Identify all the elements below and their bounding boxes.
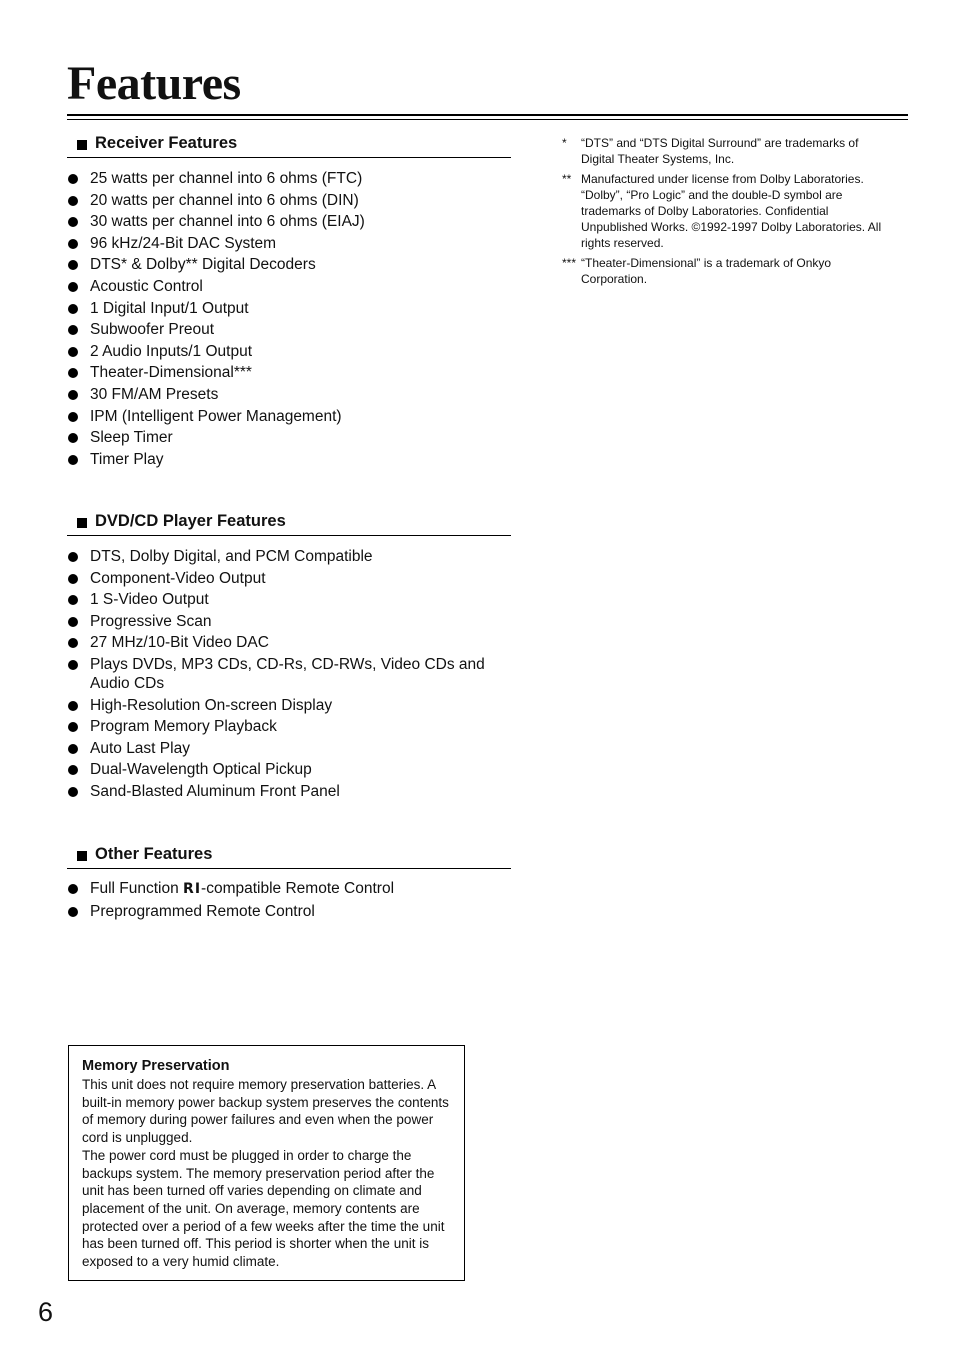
bullet-icon <box>68 595 78 605</box>
title-rule <box>67 114 908 116</box>
bullet-icon <box>68 574 78 584</box>
bullet-icon <box>68 196 78 206</box>
memory-paragraph-1: This unit does not require memory preservation batteries. A built-in memory power backup system preserves the contents of memory during power failures and even when the power cord is unplugged. <box>82 1077 449 1146</box>
list-item: 2 Audio Inputs/1 Output <box>67 342 511 361</box>
footnote <box>562 135 892 167</box>
footnote-mark: *** <box>562 256 577 270</box>
memory-title: Memory Preservation <box>82 1058 230 1074</box>
bullet-icon <box>68 884 78 894</box>
bullet-icon <box>68 325 78 335</box>
bullet-icon <box>68 660 78 670</box>
bullet-icon <box>68 412 78 422</box>
square-bullet-icon <box>77 140 87 150</box>
receiver-features-section <box>67 131 511 471</box>
square-bullet-icon <box>77 518 87 528</box>
memory-paragraph-2: The power cord must be plugged in order to charge the backups system. The memory preservation period after the unit has been turned off varies depending on climate and placement of the unit. On average, memory contents are protected over a period of a few weeks after the time the unit has been turned off. This period is shorter when the unit is exposed to a very humid climate. <box>82 1147 445 1270</box>
list-item: Timer Play <box>67 450 511 469</box>
bullet-icon <box>68 787 78 797</box>
trademark-notes <box>562 135 892 291</box>
list-item: 27 MHz/10-Bit Video DAC <box>67 633 511 652</box>
section-heading <box>67 842 511 869</box>
bullet-icon <box>68 217 78 227</box>
bullet-icon <box>68 455 78 465</box>
bullet-icon <box>68 433 78 443</box>
footnote-text: Manufactured under license from Dolby Laboratories. “Dolby”, “Pro Logic” and the double-D symbol are trademarks of Dolby Laboratories. Confidential Unpublished Works. ©1992-1997 Dolby Laboratories. All rights reserved. <box>581 172 882 250</box>
dvd-features-section <box>67 509 511 804</box>
list-item: Component-Video Output <box>67 569 511 588</box>
footnote <box>562 171 892 251</box>
bullet-icon <box>68 390 78 400</box>
section-heading-label: Receiver Features <box>95 134 238 152</box>
ri-logo-icon: RI <box>183 881 202 897</box>
list-item: Acoustic Control <box>67 277 511 296</box>
page-number: 6 <box>38 1297 54 1327</box>
list-item: Full Function RI-compatible Remote Control <box>67 879 511 899</box>
other-feature-list <box>67 879 511 921</box>
page-title: Features <box>67 57 241 110</box>
title-rule-thin <box>67 119 908 120</box>
list-item: Plays DVDs, MP3 CDs, CD-Rs, CD-RWs, Video CDs and Audio CDs <box>67 655 511 693</box>
list-item: Progressive Scan <box>67 612 511 631</box>
list-item: DTS* & Dolby** Digital Decoders <box>67 255 511 274</box>
list-item: 1 S-Video Output <box>67 590 511 609</box>
bullet-icon <box>68 638 78 648</box>
bullet-icon <box>68 347 78 357</box>
list-item: Sleep Timer <box>67 428 511 447</box>
bullet-icon <box>68 368 78 378</box>
footnote-text: “DTS” and “DTS Digital Surround” are trademarks of Digital Theater Systems, Inc. <box>581 136 859 166</box>
list-item: 20 watts per channel into 6 ohms (DIN) <box>67 191 511 210</box>
footnote-mark: ** <box>562 172 572 186</box>
receiver-feature-list <box>67 169 511 469</box>
other-features-section <box>67 842 511 923</box>
bullet-icon <box>68 552 78 562</box>
footnote-mark: * <box>562 136 567 150</box>
bullet-icon <box>68 617 78 627</box>
list-item: 25 watts per channel into 6 ohms (FTC) <box>67 169 511 188</box>
bullet-icon <box>68 260 78 270</box>
bullet-icon <box>68 722 78 732</box>
list-item: Sand-Blasted Aluminum Front Panel <box>67 782 511 801</box>
bullet-icon <box>68 239 78 249</box>
list-item: Program Memory Playback <box>67 717 511 736</box>
bullet-icon <box>68 744 78 754</box>
list-item: Dual-Wavelength Optical Pickup <box>67 760 511 779</box>
bullet-icon <box>68 765 78 775</box>
footnote-text: “Theater-Dimensional” is a trademark of Onkyo Corporation. <box>581 256 832 286</box>
section-heading <box>67 131 511 158</box>
bullet-icon <box>68 174 78 184</box>
list-item: 30 watts per channel into 6 ohms (EIAJ) <box>67 212 511 231</box>
memory-preservation-box <box>68 1045 465 1281</box>
list-item: High-Resolution On-screen Display <box>67 696 511 715</box>
list-item: Theater-Dimensional*** <box>67 363 511 382</box>
list-item: 30 FM/AM Presets <box>67 385 511 404</box>
bullet-icon <box>68 304 78 314</box>
section-heading <box>67 509 511 536</box>
dvd-feature-list <box>67 547 511 801</box>
list-item: Auto Last Play <box>67 739 511 758</box>
list-item: Preprogrammed Remote Control <box>67 902 511 921</box>
list-item: 96 kHz/24-Bit DAC System <box>67 234 511 253</box>
list-item: IPM (Intelligent Power Management) <box>67 407 511 426</box>
list-item: DTS, Dolby Digital, and PCM Compatible <box>67 547 511 566</box>
square-bullet-icon <box>77 851 87 861</box>
list-item: Subwoofer Preout <box>67 320 511 339</box>
bullet-icon <box>68 282 78 292</box>
bullet-icon <box>68 907 78 917</box>
footnote <box>562 255 892 287</box>
section-heading-label: Other Features <box>95 845 213 863</box>
bullet-icon <box>68 701 78 711</box>
list-item: 1 Digital Input/1 Output <box>67 299 511 318</box>
section-heading-label: DVD/CD Player Features <box>95 512 286 530</box>
